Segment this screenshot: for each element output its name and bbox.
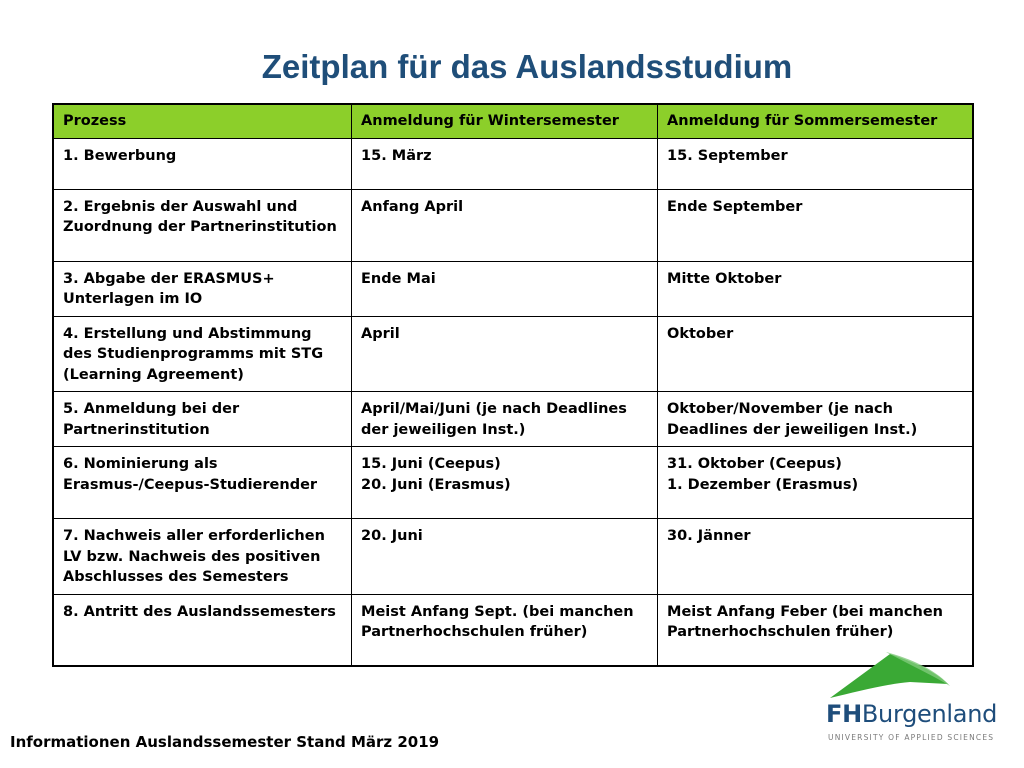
table-row xyxy=(53,316,973,392)
summer-cell: 31. Oktober (Ceepus) 1. Dezember (Erasmus) xyxy=(658,447,973,519)
winter-cell: April/Mai/Juni (je nach Deadlines der jeweiligen Inst.) xyxy=(352,392,658,447)
summer-cell: Ende September xyxy=(658,189,973,261)
process-cell: 4. Erstellung und Abstimmung des Studienprogramms mit STG (Learning Agreement) xyxy=(53,316,352,392)
process-cell: 2. Ergebnis der Auswahl und Zuordnung der Partnerinstitution xyxy=(53,189,352,261)
winter-cell: 20. Juni xyxy=(352,519,658,595)
header-winter: Anmeldung für Wintersemester xyxy=(352,104,658,138)
table-row xyxy=(53,519,973,595)
winter-cell: 15. Juni (Ceepus) 20. Juni (Erasmus) xyxy=(352,447,658,519)
process-cell: 8. Antritt des Auslandssemesters xyxy=(53,594,352,666)
winter-cell: Ende Mai xyxy=(352,261,658,316)
header-process: Prozess xyxy=(53,104,352,138)
process-cell: 7. Nachweis aller erforderlichen LV bzw. Nachweis des positiven Abschlusses des Semesters xyxy=(53,519,352,595)
process-cell: 1. Bewerbung xyxy=(53,138,352,189)
logo-wordmark: FHBurgenland xyxy=(826,700,998,728)
process-cell: 6. Nominierung als Erasmus-/Ceepus-Studierender xyxy=(53,447,352,519)
table-row xyxy=(53,189,973,261)
table-row xyxy=(53,138,973,189)
table-header-row xyxy=(53,104,973,138)
table-row xyxy=(53,261,973,316)
table-row xyxy=(53,447,973,519)
summer-cell: Oktober/November (je nach Deadlines der jeweiligen Inst.) xyxy=(658,392,973,447)
summer-cell: Mitte Oktober xyxy=(658,261,973,316)
winter-cell: Anfang April xyxy=(352,189,658,261)
header-summer: Anmeldung für Sommersemester xyxy=(658,104,973,138)
winter-cell: Meist Anfang Sept. (bei manchen Partnerhochschulen früher) xyxy=(352,594,658,666)
summer-cell: 15. September xyxy=(658,138,973,189)
summer-cell: Meist Anfang Feber (bei manchen Partnerhochschulen früher) xyxy=(658,594,973,666)
table-row xyxy=(53,392,973,447)
fh-burgenland-logo xyxy=(826,648,998,746)
logo-subtitle: UNIVERSITY OF APPLIED SCIENCES xyxy=(828,733,995,742)
winter-cell: April xyxy=(352,316,658,392)
process-cell: 5. Anmeldung bei der Partnerinstitution xyxy=(53,392,352,447)
schedule-table xyxy=(52,103,974,667)
logo-swoosh-icon xyxy=(826,648,994,700)
summer-cell: Oktober xyxy=(658,316,973,392)
footer-text: Informationen Auslandssemester Stand März 2019 xyxy=(10,733,440,751)
process-cell: 3. Abgabe der ERASMUS+ Unterlagen im IO xyxy=(53,261,352,316)
winter-cell: 15. März xyxy=(352,138,658,189)
page-title: Zeitplan für das Auslandsstudium xyxy=(261,48,793,85)
summer-cell: 30. Jänner xyxy=(658,519,973,595)
